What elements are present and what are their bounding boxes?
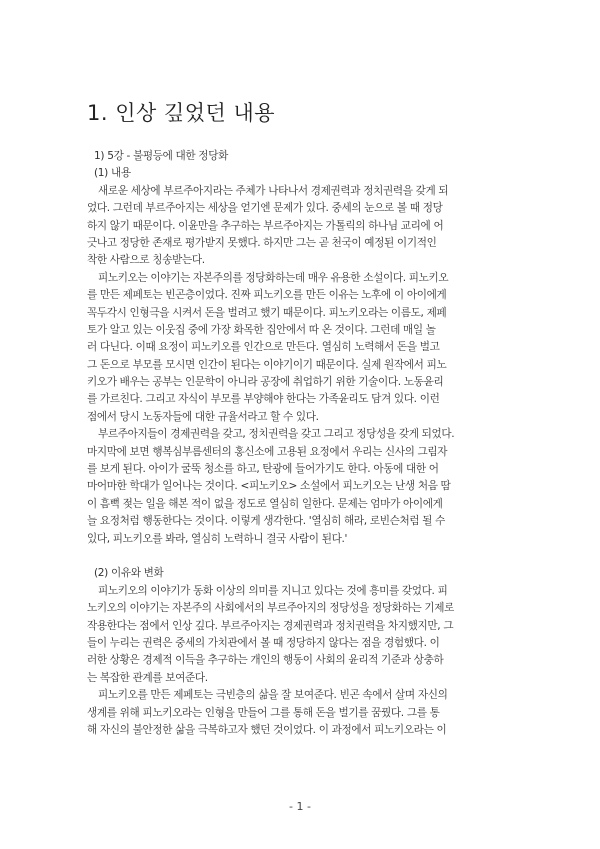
paragraph-line: 를 가르친다. 그리고 자식이 부모를 부양해야 한다는 가족윤리도 담겨 있다. 이런 <box>87 393 440 406</box>
paragraph-line: 를 만든 제페토는 빈곤층이었다. 진짜 피노키오를 만든 이유는 노후에 이 아이에게 <box>87 289 447 302</box>
paragraph-line: 작용한다는 점에서 인상 깊다. 부르주아지는 경제권력과 정치권력을 차지했지만, 그 <box>87 619 454 632</box>
paragraph-line: 피노키오를 만든 제페토는 극빈층의 삶을 잘 보여준다. 빈곤 속에서 살며 자신의 <box>98 689 448 702</box>
paragraph-line: 부르주아지들이 경제권력을 갖고, 정치권력을 갖고 그리고 정당성을 갖게 되었다. <box>98 428 455 441</box>
document-body <box>87 148 513 739</box>
paragraph-line: 있다, 피노키오를 봐라, 열심히 노력하니 결국 사람이 된다.' <box>87 532 348 545</box>
page-title: 1. 인상 깊었던 내용 <box>87 101 276 125</box>
paragraph-line: 피노키오는 이야기는 자본주의를 정당화하는데 매우 유용한 소설이다. 피노키오 <box>98 271 449 284</box>
paragraph-spacer <box>87 548 513 565</box>
paragraph-line: 꼭두각시 인형극을 시켜서 돈을 벌려고 했기 때문이다. 피노키오라는 이름도, 제페 <box>87 306 447 319</box>
subsection-heading-reason: (2) 이유와 변화 <box>94 567 164 580</box>
subsection-heading-content: (1) 내용 <box>94 167 131 180</box>
paragraph-line: 마지막에 보면 행복심부름센터의 홍신소에 고용된 요정에서 우리는 신사의 그림자 <box>87 445 448 458</box>
paragraph-line: 착한 사람으로 칭송받는다. <box>87 254 205 267</box>
paragraph-line: 새로운 세상에 부르주아지라는 주체가 나타나서 경제권력과 정치권력을 갖게 되 <box>98 184 449 197</box>
section-heading: 1) 5강 - 불평등에 대한 정당화 <box>94 150 228 162</box>
paragraph-line: 는 복잡한 관계를 보여준다. <box>87 671 208 684</box>
paragraph-line: 늘 요정처럼 행동한다는 것이다. 이렇게 생각한다. '열심히 해라, 로빈슨처럼 될 수 <box>87 515 446 528</box>
paragraph-line: 들이 누리는 권력은 중세의 가치관에서 볼 때 정당하지 않다는 점을 경험했다. 이 <box>87 636 440 649</box>
paragraph-line: 었다. 그런데 부르주아지는 세상을 얻기엔 문제가 있다. 중세의 눈으로 볼 때 정당 <box>87 202 443 215</box>
paragraph-line: 러 다닌다. 이때 요정이 피노키오를 인간으로 만든다. 열심히 노력해서 돈을 벌고 <box>87 341 440 354</box>
paragraph-line: 생계를 위해 피노키오라는 인형을 만들어 그를 통해 돈을 벌기를 꿈꿨다. 그를 통 <box>87 706 440 719</box>
paragraph-line: 토가 알고 있는 이웃집 중에 가장 화목한 집안에서 따 온 것이다. 그런데 매일 놀 <box>87 323 436 336</box>
paragraph-line: 그 돈으로 부모를 모시면 인간이 된다는 이야기이기 때문이다. 실제 원작에서 피노 <box>87 358 447 371</box>
paragraph-line: 를 보게 된다. 아이가 굴뚝 청소를 하고, 탄광에 들어가기도 한다. 아동에 대한 어 <box>87 463 439 476</box>
page-number: - 1 - <box>289 800 311 813</box>
paragraph-line: 하지 않기 때문이다. 이윤만을 추구하는 부르주아지는 가톨릭의 하나님 교리에 어 <box>87 219 444 232</box>
paragraph-line: 해 자신의 불안정한 삶을 극복하고자 했던 것이었다. 이 과정에서 피노키오라는 이 <box>87 723 447 736</box>
paragraph-line: 노키오의 이야기는 자본주의 사회에서의 부르주아지의 정당성을 정당화하는 기제로 <box>87 602 455 615</box>
paragraph-line: 마어마한 학대가 일어나는 것이다. <피노키오> 소설에서 피노키오는 난생 처음 땀 <box>87 480 451 493</box>
paragraph-line: 이 흠뻑 젖는 일을 해본 적이 없을 정도로 열심히 일한다. 문제는 엄마가 아이에게 <box>87 497 443 510</box>
paragraph-line: 러한 상황은 경제적 이득을 추구하는 개인의 행동이 사회의 윤리적 기준과 상충하 <box>87 654 444 667</box>
paragraph-line: 피노키오의 이야기가 동화 이상의 의미를 지니고 있다는 것에 흥미를 갖었다. 피 <box>98 584 448 597</box>
paragraph-line: 긋나고 정당한 존재로 평가받지 못했다. 하지만 그는 곧 천국이 예정된 이기적인 <box>87 236 437 249</box>
paragraph-line: 키오가 배우는 공부는 인문학이 아니라 공장에 취업하기 위한 기술이다. 노동윤리 <box>87 376 444 389</box>
paragraph-line: 점에서 당시 노동자들에 대한 규율서라고 할 수 있다. <box>87 410 319 423</box>
